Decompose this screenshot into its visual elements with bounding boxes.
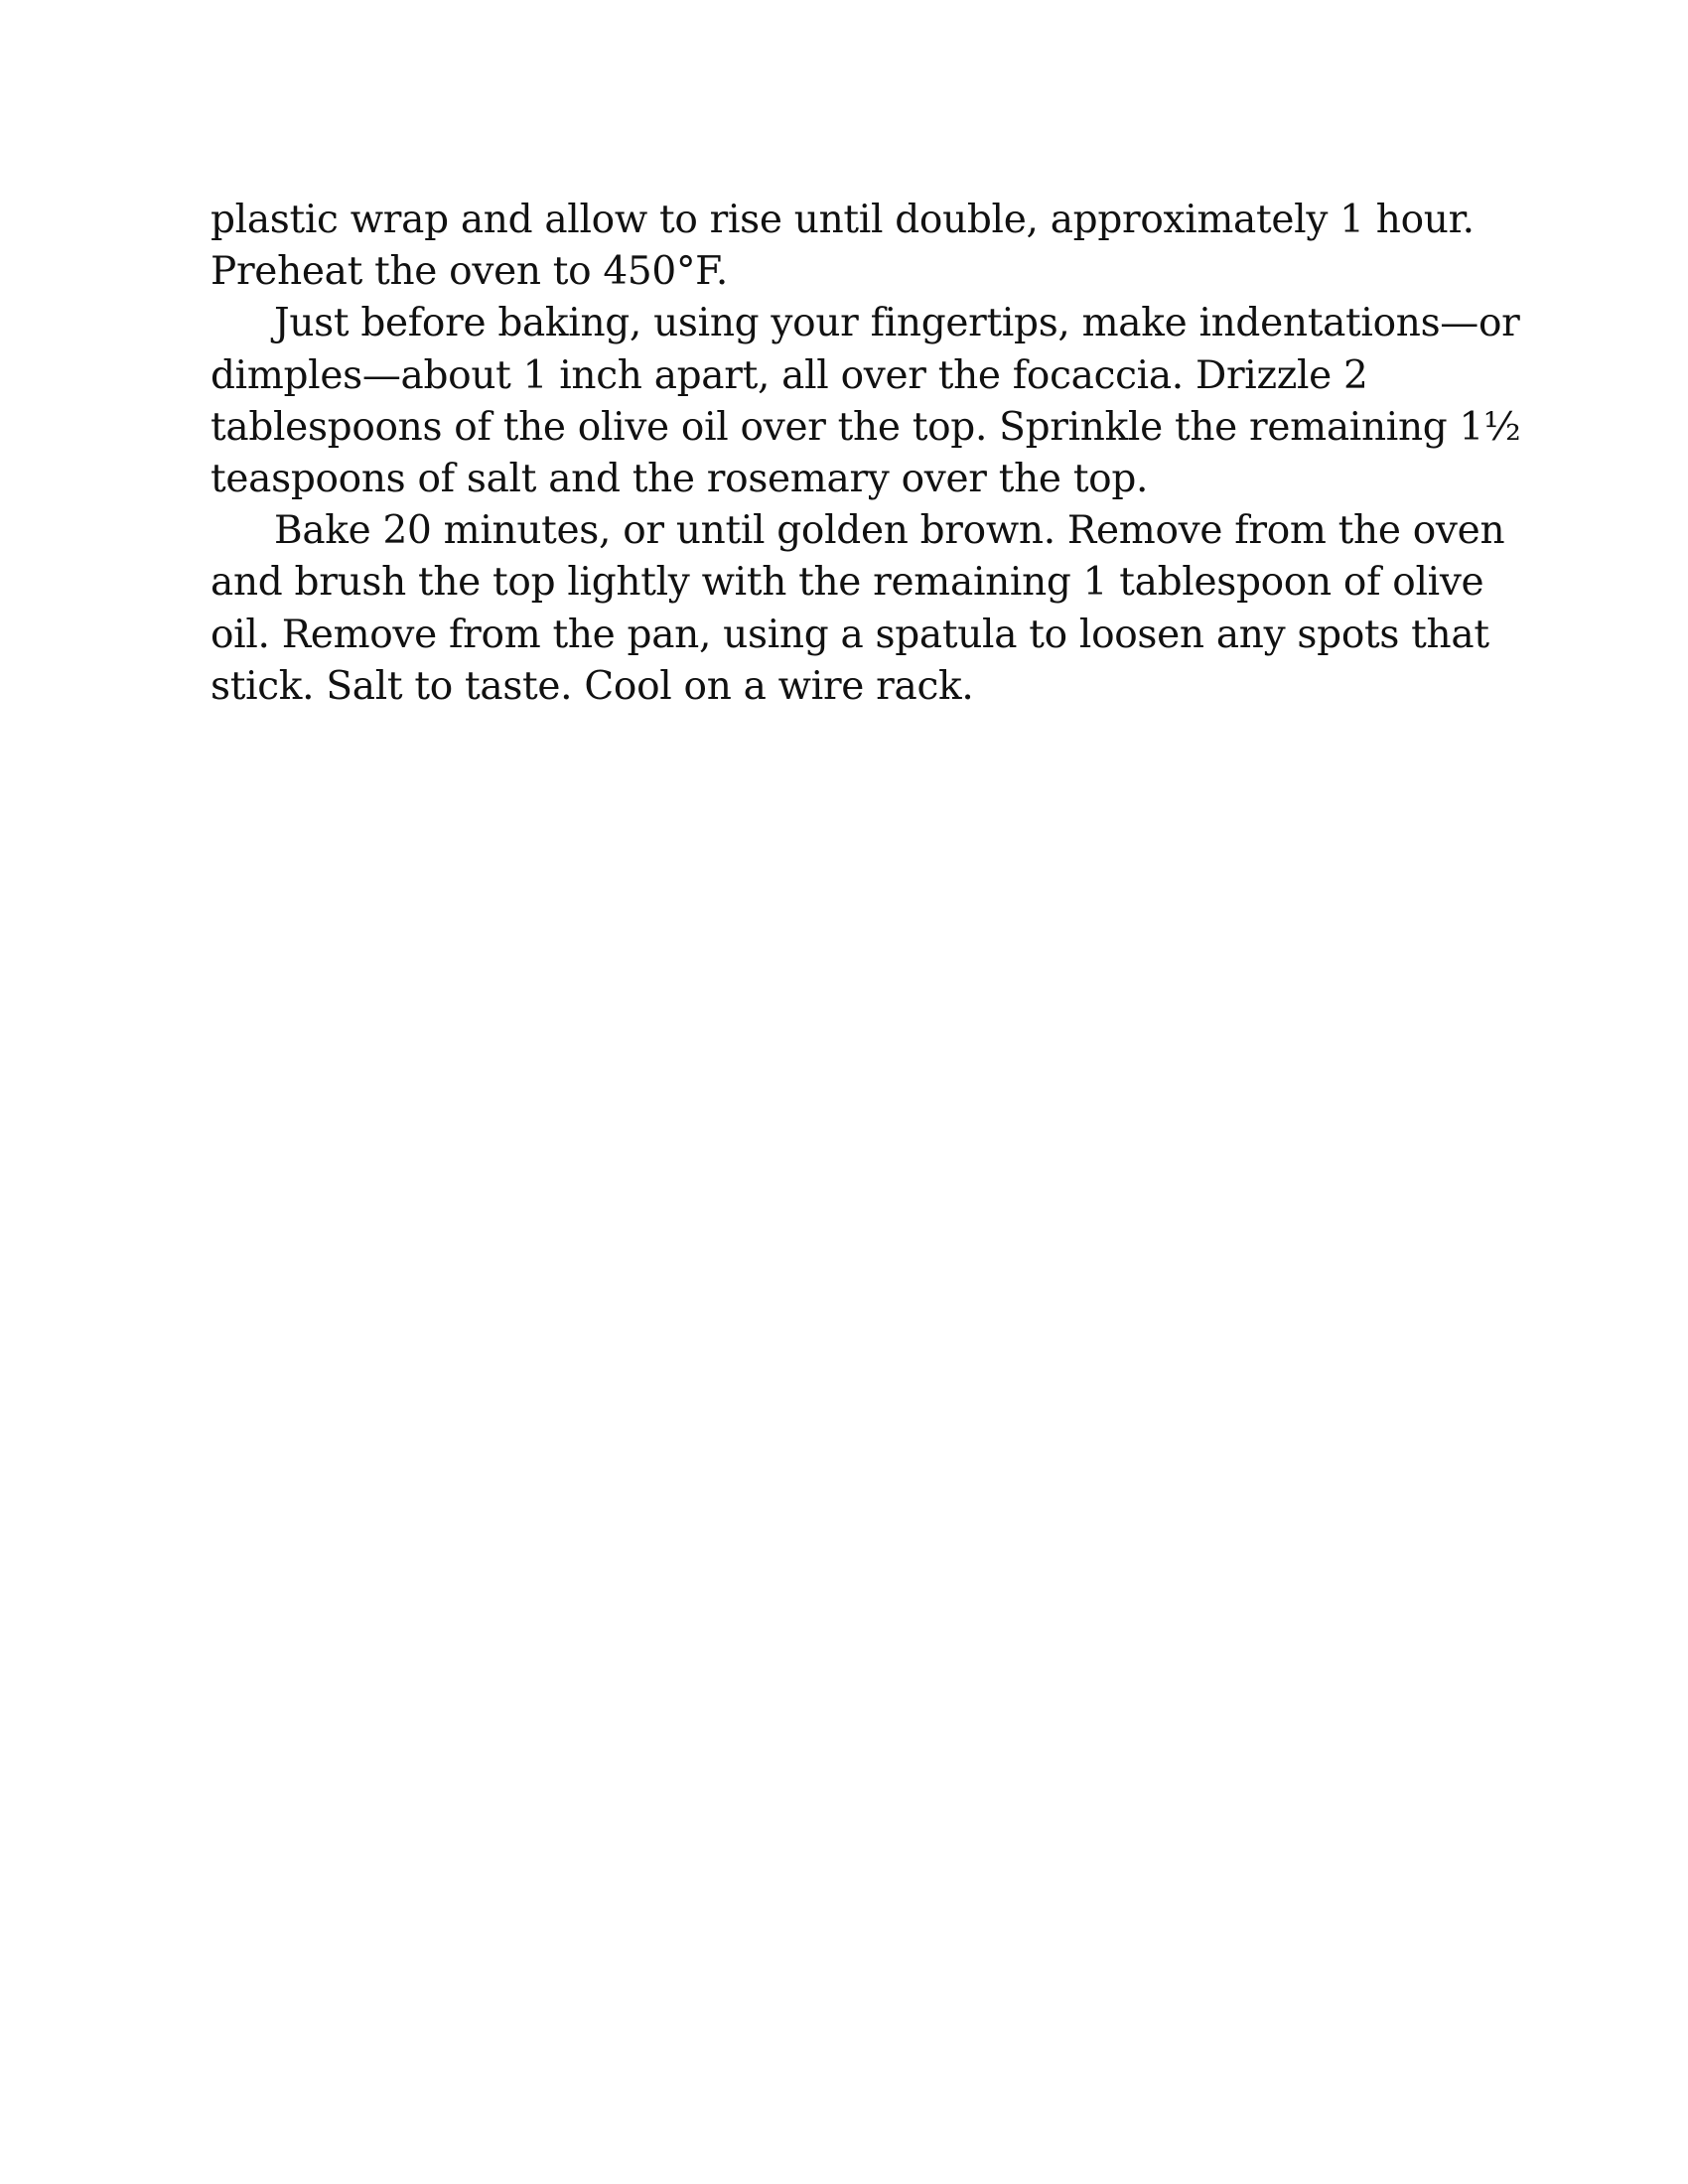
text-line: oil. Remove from the pan, using a spatula to loosen any spots that xyxy=(211,612,1489,657)
text-line: and brush the top lightly with the remaining 1 tablespoon of olive xyxy=(211,560,1484,606)
text-line: Just before baking, using your fingertips, make indentations—or xyxy=(274,301,1520,346)
text-line: Preheat the oven to 450°F. xyxy=(211,249,728,295)
paragraph-dimple-and-drizzle xyxy=(211,298,1521,505)
text-line: teaspoons of salt and the rosemary over the top. xyxy=(211,457,1149,502)
text-line: Bake 20 minutes, or until golden brown. Remove from the oven xyxy=(274,508,1505,554)
text-line: dimples—about 1 inch apart, all over the focaccia. Drizzle 2 xyxy=(211,352,1368,398)
text-line: tablespoons of the olive oil over the top. Sprinkle the remaining 1½ xyxy=(211,404,1521,450)
paragraph-bake-and-cool xyxy=(211,505,1505,713)
recipe-text-block xyxy=(211,195,1521,713)
paragraph-rise-and-preheat xyxy=(211,195,1491,298)
text-line: plastic wrap and allow to rise until double, approximately 1 hour. xyxy=(211,198,1475,242)
text-line: stick. Salt to taste. Cool on a wire rack. xyxy=(211,663,974,709)
